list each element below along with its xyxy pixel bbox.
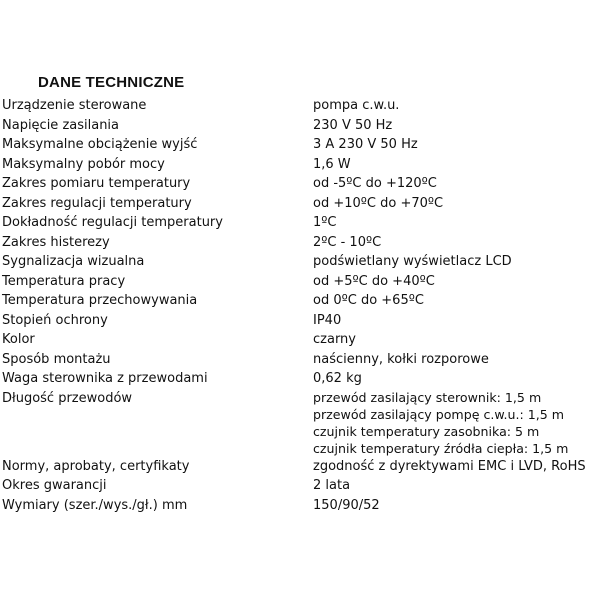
spec-row <box>0 291 590 311</box>
spec-row <box>0 272 590 292</box>
spec-value: 150/90/52 <box>313 497 380 513</box>
spec-value: od +10ºC do +70ºC <box>313 195 444 211</box>
spec-value-list <box>313 389 568 457</box>
spec-label: Zakres histerezy <box>2 234 110 250</box>
spec-label: Urządzenie sterowane <box>2 98 147 113</box>
spec-value: IP40 <box>313 312 342 328</box>
spec-label: Sposób montażu <box>2 351 111 367</box>
spec-row-cable-lengths <box>0 389 590 457</box>
spec-row <box>0 369 590 389</box>
spec-value: pompa c.w.u. <box>313 98 400 113</box>
spec-row <box>0 252 590 272</box>
spec-value-line: przewód zasilający pompę c.w.u.: 1,5 m <box>313 406 565 422</box>
spec-label: Okres gwarancji <box>2 478 107 493</box>
spec-label: Maksymalne obciążenie wyjść <box>2 137 198 152</box>
spec-value: 1,6 W <box>313 156 351 172</box>
spec-label: Zakres regulacji temperatury <box>2 195 192 211</box>
spec-value: naścienny, kołki rozporowe <box>313 351 489 367</box>
spec-value-line: czujnik temperatury zasobnika: 5 m <box>313 423 540 439</box>
spec-value: 230 V 50 Hz <box>313 117 393 133</box>
spec-label: Maksymalny pobór mocy <box>2 156 165 172</box>
spec-row <box>0 135 590 155</box>
spec-table <box>0 96 590 515</box>
spec-label: Dokładność regulacji temperatury <box>2 215 223 230</box>
spec-label: Sygnalizacja wizualna <box>2 254 145 269</box>
spec-value: 0,62 kg <box>313 371 362 386</box>
spec-row <box>0 116 590 136</box>
spec-label: Zakres pomiaru temperatury <box>2 176 191 191</box>
spec-value: 2 lata <box>313 478 351 493</box>
spec-value: zgodność z dyrektywami EMC i LVD, RoHS <box>313 458 586 474</box>
spec-row <box>0 311 590 331</box>
spec-label: Temperatura przechowywania <box>2 293 198 308</box>
spec-row <box>0 155 590 175</box>
spec-value: 3 A 230 V 50 Hz <box>313 137 418 152</box>
spec-value: 1ºC <box>313 215 337 230</box>
page-title: DANE TECHNICZNE <box>38 74 185 91</box>
spec-value: od -5ºC do +120ºC <box>313 176 437 191</box>
spec-value: czarny <box>313 332 356 347</box>
spec-value: 2ºC - 10ºC <box>313 234 382 250</box>
spec-row <box>0 350 590 370</box>
spec-label: Napięcie zasilania <box>2 117 120 133</box>
spec-row <box>0 233 590 253</box>
spec-row <box>0 496 590 516</box>
spec-value: od 0ºC do +65ºC <box>313 293 424 308</box>
spec-value: od +5ºC do +40ºC <box>313 273 435 289</box>
spec-row <box>0 476 590 496</box>
spec-label: Temperatura pracy <box>2 273 126 289</box>
spec-value-line: czujnik temperatury źródła ciepła: 1,5 m <box>313 440 569 456</box>
spec-label: Długość przewodów <box>2 390 133 406</box>
spec-row <box>0 174 590 194</box>
spec-row <box>0 457 590 477</box>
spec-label: Kolor <box>2 332 35 347</box>
spec-label: Waga sterownika z przewodami <box>2 371 208 386</box>
spec-value-line: przewód zasilający sterownik: 1,5 m <box>313 389 542 405</box>
spec-row <box>0 194 590 214</box>
spec-label: Stopień ochrony <box>2 312 108 328</box>
spec-value: podświetlany wyświetlacz LCD <box>313 254 512 269</box>
spec-label: Normy, aprobaty, certyfikaty <box>2 458 190 474</box>
spec-row <box>0 96 590 116</box>
spec-row <box>0 213 590 233</box>
spec-label: Wymiary (szer./wys./gł.) mm <box>2 497 188 513</box>
spec-row <box>0 330 590 350</box>
